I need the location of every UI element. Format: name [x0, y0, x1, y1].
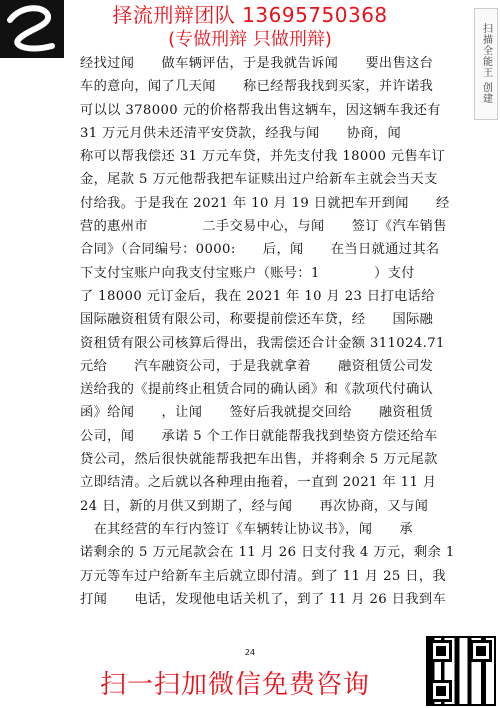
body-line: 车的意向，闻了几天闻 称已经帮我找到买家，并许诺我	[80, 79, 434, 95]
body-line: 金，尾款 5 万元他帮我把车证赎出过户给新车主就会当天支	[80, 172, 438, 188]
body-line: 营的惠州市 二手交易中心，与闻 签订《汽车销售	[80, 219, 447, 235]
header	[100, 2, 400, 52]
body-line: 下支付宝账户向我支付宝账户（账号：1 ）支付	[80, 265, 415, 281]
header-title: 择流刑辩团队 13695750368	[112, 3, 388, 27]
body-line: 付给我。于是我在 2021 年 10 月 19 日就把车开到闻 经	[80, 195, 450, 211]
body-line: 国际融资租赁有限公司，称要提前偿还车贷，经 国际融	[80, 312, 434, 328]
qr-code-icon[interactable]	[426, 636, 496, 706]
body-line: 资租赁有限公司核算后得出，我需偿还合计金额 311024.71	[80, 335, 445, 351]
body-line: 立即结清。之后就以各种理由拖着，一直到 2021 年 11 月	[80, 475, 437, 491]
document-body	[80, 52, 455, 611]
page-number: 24	[244, 648, 256, 657]
scanner-watermark-label: 扫描全能王 创建	[480, 23, 492, 105]
body-line: 万元等车过户给新车主后就立即付清。到了 11 月 25 日，我	[80, 568, 447, 584]
body-line: 称可以帮我偿还 31 万元车贷，并先支付我 18000 元售车订	[80, 149, 446, 165]
body-line: 了 18000 元订金后，我在 2021 年 10 月 23 日打电话给	[80, 288, 435, 304]
body-line: 诺剩余的 5 万元尾款会在 11 月 26 日支付我 4 万元，剩余 1	[80, 545, 455, 561]
body-line: 经找过闻 做车辆评估，于是我就告诉闻 要出售这台	[80, 56, 434, 71]
body-line: 贷公司，然后很快就能帮我把车出售，并将剩余 5 万元尾款	[80, 452, 438, 468]
scanner-watermark	[474, 8, 498, 120]
body-line: 31 万元月供未还清平安贷款，经我与闻 协商，闻	[80, 125, 402, 141]
body-line: 可以以 378000 元的价格帮我出售这辆车，因这辆车我还有	[80, 102, 441, 118]
body-line: 公司，闻 承诺 5 个工作日就能帮我找到垫资方偿还给车	[80, 428, 438, 444]
body-line: 合同》（合同编号：0000: 后，闻 在当日就通过其名	[80, 242, 440, 258]
brand-logo-icon	[0, 0, 64, 58]
header-subtitle: (专做刑辩 只做刑辩)	[168, 29, 332, 50]
body-line: 送给我的《提前终止租赁合同的确认函》和《款项代付确认	[80, 382, 434, 398]
body-line: 函》给闻 ，让闻 签好后我就提交回给 融资租赁	[80, 405, 434, 421]
body-line: 24 日，新的月供又到期了，经与闻 再次协商，又与闻	[80, 498, 429, 514]
body-line: 元给 汽车融资公司，于是我就拿着 融资租赁公司发	[80, 358, 434, 374]
footer-banner: 扫一扫加微信免费咨询	[99, 670, 370, 700]
body-line: 在其经营的车行内签订《车辆转让协议书》，闻 承	[80, 521, 414, 537]
body-line: 打闻 电话，发现他电话关机了，到了 11 月 26 日我到车	[80, 591, 447, 607]
